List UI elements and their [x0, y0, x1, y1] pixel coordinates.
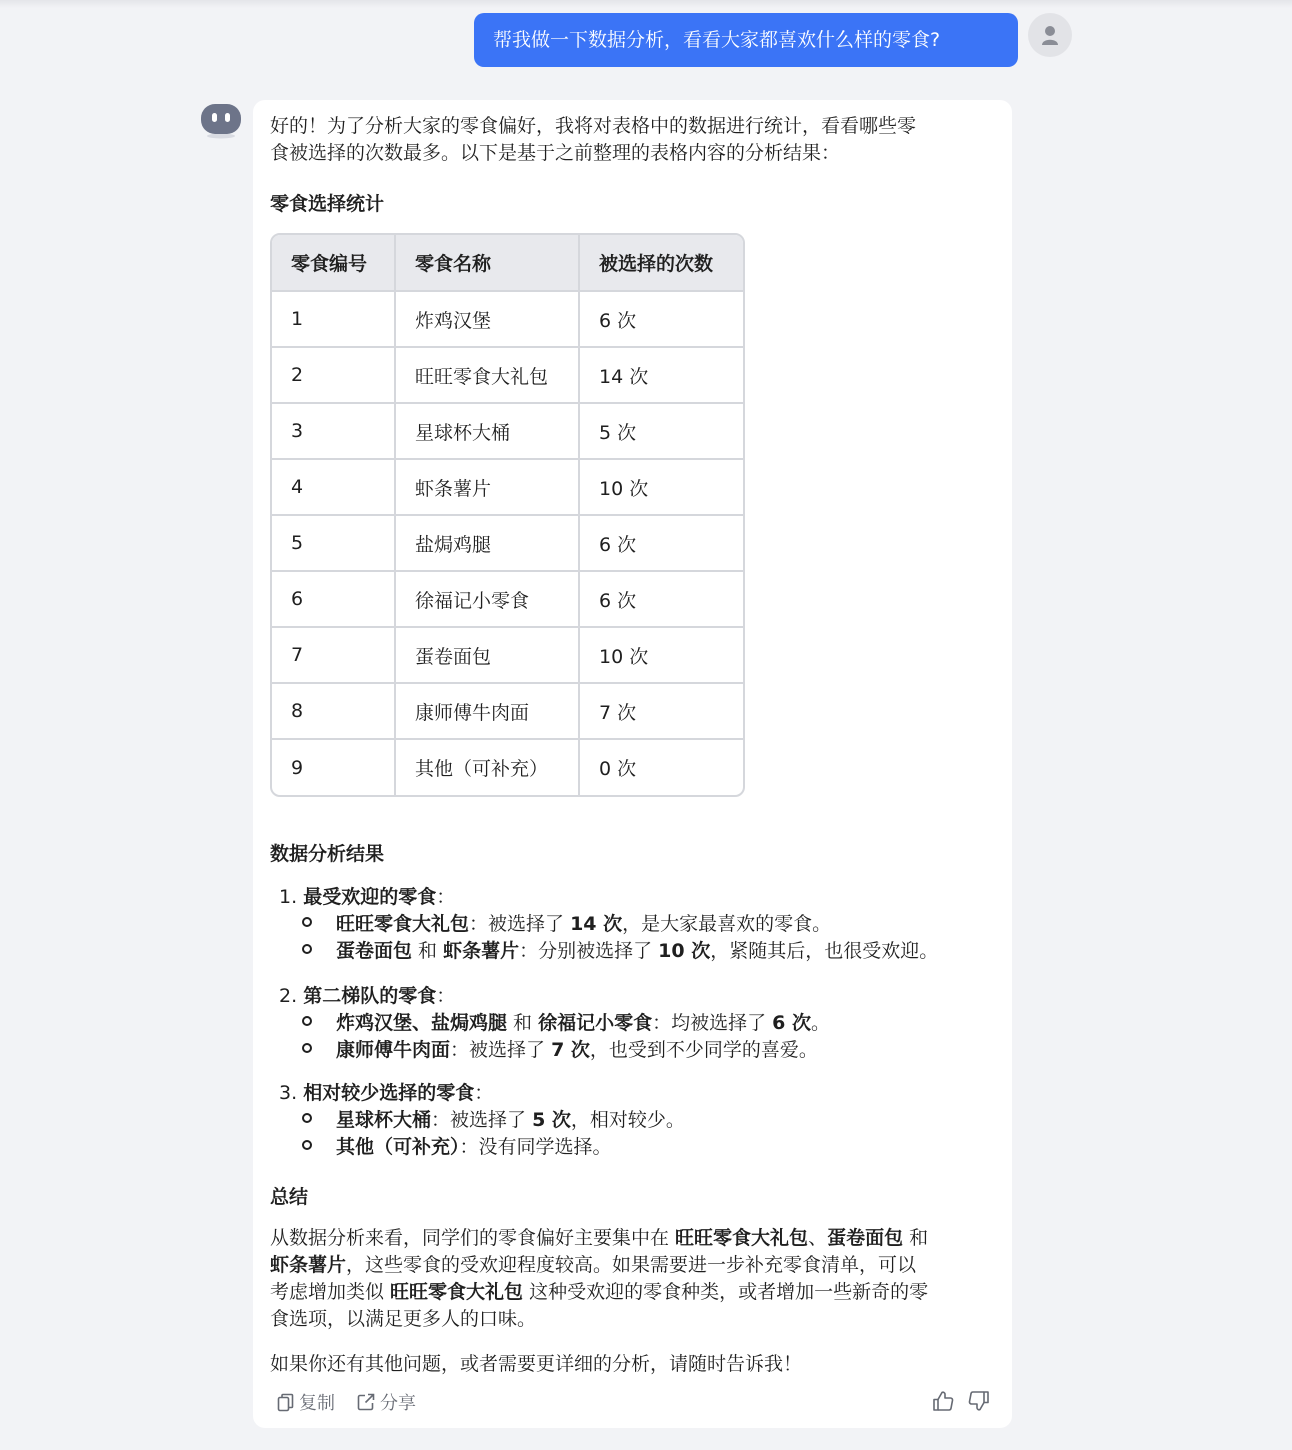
column-header: 零食编号 [272, 235, 395, 291]
table-cell: 8 [272, 683, 395, 739]
table-cell: 康师傅牛肉面 [395, 683, 579, 739]
user-avatar-icon [1040, 24, 1060, 46]
table-cell: 6 [272, 571, 395, 627]
section-title-text: 相对较少选择的零食 [303, 1082, 475, 1104]
table-cell: 5 [272, 515, 395, 571]
section-colon: ： [436, 886, 456, 908]
table-cell: 星球杯大桶 [395, 403, 579, 459]
table-row [272, 459, 743, 515]
share-button[interactable] [357, 1389, 416, 1415]
table-cell: 其他（可补充） [395, 739, 579, 795]
summary-line: 虾条薯片，这些零食的受欢迎程度较高。如果需要进一步补充零食清单，可以 [270, 1254, 917, 1276]
table-cell: 2 [272, 347, 395, 403]
table-header-row [272, 235, 743, 291]
result-heading: 数据分析结果 [270, 843, 385, 865]
table-cell: 炸鸡汉堡 [395, 291, 579, 347]
bullet-icon [302, 1043, 312, 1053]
table-row [272, 291, 743, 347]
bullet-icon [302, 1016, 312, 1026]
table-cell: 9 [272, 739, 395, 795]
share-icon [357, 1393, 375, 1411]
summary-line: 食选项，以满足更多人的口味。 [270, 1308, 537, 1330]
stats-heading: 零食选择统计 [270, 193, 385, 215]
column-header: 零食名称 [395, 235, 579, 291]
table-cell: 10 次 [579, 459, 743, 515]
copy-icon [277, 1393, 294, 1412]
table-cell: 6 次 [579, 515, 743, 571]
summary-line: 考虑增加类似 旺旺零食大礼包 这种受欢迎的零食种类，或者增加一些新奇的零 [270, 1281, 929, 1303]
table-cell: 4 [272, 459, 395, 515]
section-title [279, 882, 455, 909]
table-cell: 6 次 [579, 571, 743, 627]
table-cell: 3 [272, 403, 395, 459]
table-cell: 盐焗鸡腿 [395, 515, 579, 571]
table-row [272, 515, 743, 571]
user-message-bubble: 帮我做一下数据分析，看看大家都喜欢什么样的零食? [474, 13, 1018, 67]
section-colon: ： [474, 1082, 494, 1104]
top-shade [0, 0, 1292, 8]
bullet-icon [302, 944, 312, 954]
section-number: 2. [279, 985, 298, 1007]
table-cell: 14 次 [579, 347, 743, 403]
table-cell: 蛋卷面包 [395, 627, 579, 683]
section-number: 3. [279, 1082, 298, 1104]
bot-avatar [200, 103, 242, 137]
answer-card: 好的！为了分析大家的零食偏好，我将对表格中的数据进行统计，看看哪些零 食被选择的次数最多。以下是基于之前整理的表格内容的分析结果： 零食选择统计 零食编号 零食名称 被选择的次数 1 炸鸡汉堡 6 次 2 旺旺零食大礼包 14 次 3 星球杯大桶 5 次 4 虾条薯片 10 次 5 盐焗鸡腿 6 次 6 徐福记小零食 6 次 7 蛋卷面包 10 次 8 康师傅牛肉面 7 次 9 其他（可补充） 0 次 数据分析结果 1. 最受欢迎的零食： 旺旺零食大礼包：被选择了 14 次，是大家最喜欢的零食。 蛋卷面包 和 虾条薯片：分别被选择了 10 次，紧随其后，也很受欢迎。 2. 第二梯队的零食： 炸鸡汉堡、盐焗鸡腿 和 徐福记小零食：均被选择了 6 次。 康师傅牛肉面：被选择了 7 次，也受到不少同学的喜爱。 3. 相对较少选择的零食： 星球杯大桶：被选择了 5 次，相对较少。 其他（可补充）：没有同学选择。 总结 从数据分析来看，同学们的零食偏好主要集中在 旺旺零食大礼包、蛋卷面包 和 虾条薯片，这些零食的受欢迎程度较高。如果需要进一步补充零食清单，可以 考虑增加类似 旺旺零食大礼包 这种受欢迎的零食种类，或者增加一些新奇的零 食选项，以满足更多人的口味。 如果你还有其他问题，或者需要更详细的分析，请随时告诉我！ 复制 分享 [253, 100, 1012, 1428]
table-cell: 徐福记小零食 [395, 571, 579, 627]
section-title [279, 981, 455, 1008]
summary-heading: 总结 [270, 1186, 309, 1208]
thumbs-down-icon[interactable] [968, 1390, 990, 1412]
section-number: 1. [279, 886, 298, 908]
section-title [279, 1078, 493, 1105]
intro-line: 好的！为了分析大家的零食偏好，我将对表格中的数据进行统计，看看哪些零 [270, 115, 917, 137]
section-colon: ： [436, 985, 456, 1007]
table-row [272, 627, 743, 683]
share-label: 分享 [380, 1393, 416, 1414]
table-cell: 1 [272, 291, 395, 347]
table-row [272, 571, 743, 627]
table-cell: 6 次 [579, 291, 743, 347]
bullet-icon [302, 1140, 312, 1150]
copy-label: 复制 [299, 1393, 335, 1414]
table-cell: 旺旺零食大礼包 [395, 347, 579, 403]
table-cell: 虾条薯片 [395, 459, 579, 515]
column-header: 被选择的次数 [579, 235, 743, 291]
intro-line: 食被选择的次数最多。以下是基于之前整理的表格内容的分析结果： [270, 142, 841, 164]
copy-button[interactable] [277, 1389, 335, 1415]
table-cell: 5 次 [579, 403, 743, 459]
bullet-icon [302, 917, 312, 927]
section-title-text: 第二梯队的零食 [303, 985, 437, 1007]
section-title-text: 最受欢迎的零食 [303, 886, 437, 908]
user-avatar[interactable] [1028, 13, 1072, 57]
table-row [272, 347, 743, 403]
table-cell: 7 [272, 627, 395, 683]
table-cell: 10 次 [579, 627, 743, 683]
table-row [272, 683, 743, 739]
closing-line: 如果你还有其他问题，或者需要更详细的分析，请随时告诉我！ [270, 1353, 803, 1375]
table-row [272, 739, 743, 795]
table-cell: 7 次 [579, 683, 743, 739]
summary-line: 从数据分析来看，同学们的零食偏好主要集中在 旺旺零食大礼包、蛋卷面包 和 [270, 1227, 929, 1249]
thumbs-up-icon[interactable] [932, 1390, 954, 1412]
bot-avatar-icon [200, 103, 242, 139]
table-row [272, 403, 743, 459]
table-cell: 0 次 [599, 758, 637, 780]
snack-stats-table [270, 233, 745, 797]
bullet-icon [302, 1113, 312, 1123]
